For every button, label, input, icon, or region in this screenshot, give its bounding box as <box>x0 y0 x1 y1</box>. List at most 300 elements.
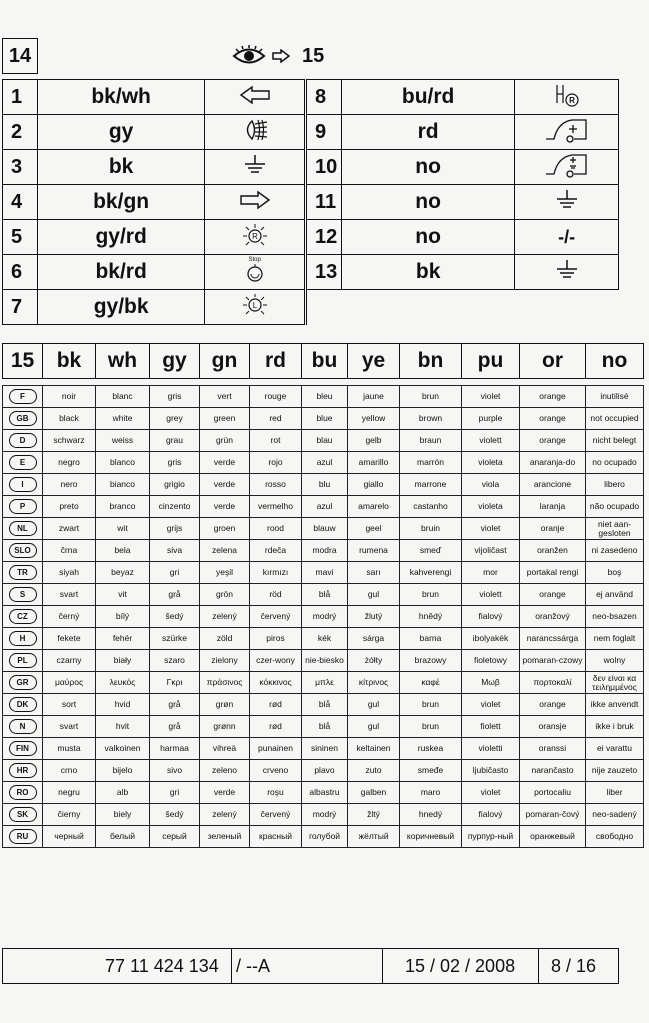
wire-color: no <box>341 185 514 220</box>
color-header: bk <box>43 344 96 379</box>
color-translation-cell: verde <box>200 496 250 518</box>
color-translation-cell: geel <box>348 518 400 540</box>
color-translation-cell: não ocupado <box>586 496 644 518</box>
color-translation-cell: ni zasedeno <box>586 540 644 562</box>
color-translation-cell: зеленый <box>200 826 250 848</box>
color-translation-cell: modrý <box>302 606 348 628</box>
color-translation-cell: czer-wony <box>250 650 302 672</box>
color-translation-cell: brown <box>400 408 462 430</box>
color-translation-cell: gri <box>150 782 200 804</box>
color-translation-cell: fekete <box>43 628 96 650</box>
color-translation-cell: grijs <box>150 518 200 540</box>
color-translation-cell: hvid <box>96 694 150 716</box>
color-translation-cell: brun <box>400 386 462 408</box>
wire-row <box>3 290 305 325</box>
table-row <box>3 716 644 738</box>
color-translation-cell: cinzento <box>150 496 200 518</box>
color-translation-cell: brazowy <box>400 650 462 672</box>
color-translation-cell: wolny <box>586 650 644 672</box>
color-translation-cell: šedý <box>150 804 200 826</box>
color-translation-cell: smeđe <box>400 760 462 782</box>
document-footer <box>2 948 619 984</box>
wire-number: 1 <box>3 80 38 115</box>
table-row <box>3 584 644 606</box>
color-translation-cell: narančasto <box>520 760 586 782</box>
not-used-mark: -/- <box>515 220 619 255</box>
color-translation-cell: grå <box>150 694 200 716</box>
table-row <box>3 562 644 584</box>
color-translation-cell: negru <box>43 782 96 804</box>
color-translation-cell: mavi <box>302 562 348 584</box>
color-translation-cell: sort <box>43 694 96 716</box>
color-translation-cell: grün <box>200 430 250 452</box>
color-translation-cell: plavo <box>302 760 348 782</box>
color-translation-cell: neo-sadený <box>586 804 644 826</box>
color-translation-cell: zelena <box>200 540 250 562</box>
color-translation-cell: nero <box>43 474 96 496</box>
color-translation-cell: fehér <box>96 628 150 650</box>
wire-number: 9 <box>307 115 342 150</box>
turn-left-arrow-icon <box>239 85 271 105</box>
color-translation-cell: svart <box>43 584 96 606</box>
color-translation-cell: violet <box>462 694 520 716</box>
color-translation-cell: portakal rengi <box>520 562 586 584</box>
color-translation-cell: vit <box>96 584 150 606</box>
color-header: gn <box>200 344 250 379</box>
color-translation-cell: rouge <box>250 386 302 408</box>
wire-color: bu/rd <box>341 80 514 115</box>
color-translation-cell: fioletowy <box>462 650 520 672</box>
color-translation-cell: boş <box>586 562 644 584</box>
wire-row-empty <box>307 290 619 325</box>
light-l-icon <box>240 293 270 317</box>
color-translation-cell: hvit <box>96 716 150 738</box>
color-translation-cell: schwarz <box>43 430 96 452</box>
color-translation-cell: голубой <box>302 826 348 848</box>
color-translation-cell: keltainen <box>348 738 400 760</box>
color-translation-cell: orange <box>520 584 586 606</box>
color-translation-cell: nie-biesko <box>302 650 348 672</box>
color-translation-cell: hnědý <box>400 606 462 628</box>
color-translation-table <box>2 343 644 848</box>
wire-number: 4 <box>3 185 38 220</box>
wire-number: 8 <box>307 80 342 115</box>
wire-color: bk <box>341 255 514 290</box>
wire-color: bk/gn <box>37 185 204 220</box>
color-translation-cell: črna <box>43 540 96 562</box>
ground-icon <box>243 154 267 176</box>
color-translation-cell: roşu <box>250 782 302 804</box>
color-translation-cell: oranžový <box>520 606 586 628</box>
color-translation-cell: kırmızı <box>250 562 302 584</box>
part-number: 77 11 424 134 <box>105 956 219 976</box>
color-translation-cell: δεν είναι κα τειλημμένος <box>586 672 644 694</box>
color-translation-cell: λευκός <box>96 672 150 694</box>
country-code-badge: RO <box>9 785 37 800</box>
color-translation-cell: siva <box>150 540 200 562</box>
color-translation-cell: ei varattu <box>586 738 644 760</box>
color-translation-cell: vijoličast <box>462 540 520 562</box>
color-translation-cell: červený <box>250 804 302 826</box>
color-header: bn <box>400 344 462 379</box>
color-translation-cell: brun <box>400 584 462 606</box>
wire-number: 6 <box>3 255 38 290</box>
country-code-badge: H <box>9 631 37 646</box>
color-translation-cell: μπλε <box>302 672 348 694</box>
color-translation-cell: gris <box>150 452 200 474</box>
color-translation-cell: gri <box>150 562 200 584</box>
wire-number: 5 <box>3 220 38 255</box>
color-translation-cell: orange <box>520 408 586 430</box>
wire-number: 2 <box>3 115 38 150</box>
color-translation-cell: оранжевый <box>520 826 586 848</box>
color-translation-cell: niet aan-gesloten <box>586 518 644 540</box>
color-header-row <box>3 344 644 379</box>
color-translation-cell: arancione <box>520 474 586 496</box>
color-translation-cell: rojo <box>250 452 302 474</box>
color-translation-cell: sivo <box>150 760 200 782</box>
country-code-badge: D <box>9 433 37 448</box>
color-translation-cell: hnedý <box>400 804 462 826</box>
color-translation-cell: šedý <box>150 606 200 628</box>
color-translation-cell: liber <box>586 782 644 804</box>
color-translation-cell: verde <box>200 782 250 804</box>
country-code-badge: GB <box>9 411 37 426</box>
wire-color: rd <box>341 115 514 150</box>
color-translation-cell: blue <box>302 408 348 430</box>
header-reference <box>232 38 324 74</box>
color-translation-cell: green <box>200 408 250 430</box>
color-translation-cell: azul <box>302 452 348 474</box>
color-translation-cell: violet <box>462 386 520 408</box>
wire-color: gy <box>37 115 204 150</box>
color-translation-cell: jaune <box>348 386 400 408</box>
color-translation-cell: ruskea <box>400 738 462 760</box>
table-row <box>3 452 644 474</box>
color-translation-cell: siyah <box>43 562 96 584</box>
color-translation-cell: wit <box>96 518 150 540</box>
table-row <box>3 408 644 430</box>
color-translation-cell: bílý <box>96 606 150 628</box>
table-row <box>3 430 644 452</box>
country-code-badge: N <box>9 719 37 734</box>
color-translation-cell: crno <box>43 760 96 782</box>
color-translation-cell: violeta <box>462 452 520 474</box>
color-translation-cell: verde <box>200 452 250 474</box>
color-translation-cell: verde <box>200 474 250 496</box>
color-translation-cell: Μωβ <box>462 672 520 694</box>
color-translation-cell: rdeča <box>250 540 302 562</box>
color-translation-cell: rød <box>250 716 302 738</box>
color-translation-cell: μαύρος <box>43 672 96 694</box>
color-translation-cell: zuto <box>348 760 400 782</box>
table-row <box>3 804 644 826</box>
country-code-badge: P <box>9 499 37 514</box>
color-translation-cell: bleu <box>302 386 348 408</box>
color-translation-cell: yellow <box>348 408 400 430</box>
wire-row <box>307 115 619 150</box>
color-translation-cell: sininen <box>302 738 348 760</box>
wire-row <box>307 150 619 185</box>
country-code-badge: TR <box>9 565 37 580</box>
color-translation-cell: kahverengi <box>400 562 462 584</box>
color-translation-cell: weiss <box>96 430 150 452</box>
color-translation-cell: violett <box>462 430 520 452</box>
wire-row <box>307 185 619 220</box>
wire-number: 11 <box>307 185 342 220</box>
color-translation-cell: белый <box>96 826 150 848</box>
color-translation-cell: ikke i bruk <box>586 716 644 738</box>
color-translation-cell: neo-bsazen <box>586 606 644 628</box>
wire-color: bk/wh <box>37 80 204 115</box>
color-translation-cell: grau <box>150 430 200 452</box>
color-translation-cell: galben <box>348 782 400 804</box>
color-translation-cell: κόκκινος <box>250 672 302 694</box>
color-translation-cell: orange <box>520 386 586 408</box>
color-translation-cell: yeşil <box>200 562 250 584</box>
color-translation-cell: narancssárga <box>520 628 586 650</box>
wire-color: bk <box>37 150 204 185</box>
table-row <box>3 386 644 408</box>
section-number: 15 <box>3 344 43 379</box>
svg-text:R: R <box>568 95 575 105</box>
color-translation-cell: oransje <box>520 716 586 738</box>
country-code-badge: PL <box>9 653 37 668</box>
color-translation-cell: nem foglalt <box>586 628 644 650</box>
color-translation-cell: čierny <box>43 804 96 826</box>
color-translation-cell: gul <box>348 716 400 738</box>
color-translation-cell: bela <box>96 540 150 562</box>
wire-color: no <box>341 220 514 255</box>
color-translation-cell: żółty <box>348 650 400 672</box>
wire-number: 3 <box>3 150 38 185</box>
table-row <box>3 474 644 496</box>
color-header: ye <box>348 344 400 379</box>
color-translation-cell: giallo <box>348 474 400 496</box>
color-translation-cell: gris <box>150 386 200 408</box>
color-translation-cell: libero <box>586 474 644 496</box>
color-translation-cell: žltý <box>348 804 400 826</box>
country-code-badge: F <box>9 389 37 404</box>
color-translation-cell: красный <box>250 826 302 848</box>
color-translation-cell: blanc <box>96 386 150 408</box>
revision: / --A <box>236 956 270 976</box>
country-code-badge: NL <box>9 521 37 536</box>
color-header: no <box>586 344 644 379</box>
color-translation-cell: barna <box>400 628 462 650</box>
color-translation-cell: oranssi <box>520 738 586 760</box>
color-translation-cell: alb <box>96 782 150 804</box>
color-translation-cell: svart <box>43 716 96 738</box>
country-code-badge: S <box>9 587 37 602</box>
color-translation-cell: grey <box>150 408 200 430</box>
color-translation-cell: grigio <box>150 474 200 496</box>
color-translation-cell: grønn <box>200 716 250 738</box>
color-translation-cell: biely <box>96 804 150 826</box>
color-translation-cell: braun <box>400 430 462 452</box>
color-translation-cell: пурпур-ный <box>462 826 520 848</box>
color-translation-cell: blanco <box>96 452 150 474</box>
wire-row <box>307 220 619 255</box>
color-translation-cell: biały <box>96 650 150 672</box>
color-translation-cell: modrý <box>302 804 348 826</box>
color-translation-cell: žlutý <box>348 606 400 628</box>
color-translation-cell: branco <box>96 496 150 518</box>
color-translation-cell: viola <box>462 474 520 496</box>
color-header: rd <box>250 344 302 379</box>
arrow-right-icon <box>272 49 290 63</box>
color-translation-cell: crveno <box>250 760 302 782</box>
color-translation-cell: orange <box>520 694 586 716</box>
color-translation-cell: marrone <box>400 474 462 496</box>
color-translation-cell: valkoinen <box>96 738 150 760</box>
color-translation-cell: violet <box>462 518 520 540</box>
color-header: pu <box>462 344 520 379</box>
color-translation-cell: grå <box>150 584 200 606</box>
color-translation-cell: коричневый <box>400 826 462 848</box>
svg-text:R: R <box>251 231 258 241</box>
color-translation-cell: violet <box>462 782 520 804</box>
stop-light-icon <box>244 263 266 283</box>
color-translation-cell: amarillo <box>348 452 400 474</box>
country-code-badge: DK <box>9 697 37 712</box>
color-translation-cell: orange <box>520 430 586 452</box>
color-translation-cell: жёлтый <box>348 826 400 848</box>
color-translation-cell: smeď <box>400 540 462 562</box>
table-row <box>3 738 644 760</box>
color-translation-cell: piros <box>250 628 302 650</box>
color-translation-cell: amarelo <box>348 496 400 518</box>
color-translation-cell: rood <box>250 518 302 540</box>
color-translation-cell: no ocupado <box>586 452 644 474</box>
color-translation-cell: свободно <box>586 826 644 848</box>
color-translation-cell: bianco <box>96 474 150 496</box>
wire-row <box>3 185 305 220</box>
color-translation-cell: harmaa <box>150 738 200 760</box>
wire-color: gy/rd <box>37 220 204 255</box>
table-row <box>3 826 644 848</box>
wire-row <box>3 220 305 255</box>
color-translation-cell: szürke <box>150 628 200 650</box>
table-row <box>3 518 644 540</box>
color-translation-cell: bruin <box>400 518 462 540</box>
color-translation-cell: rot <box>250 430 302 452</box>
color-translation-cell: mor <box>462 562 520 584</box>
wire-color: bk/rd <box>37 255 204 290</box>
wire-number: 10 <box>307 150 342 185</box>
table-row <box>3 606 644 628</box>
wire-row <box>3 150 305 185</box>
turn-right-arrow-icon <box>239 190 271 210</box>
color-translation-cell: brun <box>400 716 462 738</box>
color-translation-cell: preto <box>43 496 96 518</box>
color-translation-cell: noir <box>43 386 96 408</box>
color-translation-cell: szaro <box>150 650 200 672</box>
table-row <box>3 540 644 562</box>
color-translation-cell: oranžen <box>520 540 586 562</box>
color-translation-cell: fiolett <box>462 716 520 738</box>
color-translation-cell: maro <box>400 782 462 804</box>
table-row <box>3 760 644 782</box>
color-translation-cell: ej använd <box>586 584 644 606</box>
color-translation-cell: modra <box>302 540 348 562</box>
country-code-badge: SLO <box>9 543 37 558</box>
color-translation-cell: gul <box>348 584 400 606</box>
ground-icon <box>555 259 579 281</box>
color-translation-cell: Γκρι <box>150 672 200 694</box>
color-translation-cell: blå <box>302 694 348 716</box>
color-translation-cell: grå <box>150 716 200 738</box>
color-translation-cell: blau <box>302 430 348 452</box>
table-row <box>3 628 644 650</box>
color-translation-cell: nije zauzeto <box>586 760 644 782</box>
color-translation-cell: zelený <box>200 804 250 826</box>
wire-color: no <box>341 150 514 185</box>
color-translation-cell: πράσινος <box>200 672 250 694</box>
color-translation-cell: fialový <box>462 606 520 628</box>
color-translation-cell: albastru <box>302 782 348 804</box>
color-header: bu <box>302 344 348 379</box>
rear-light-r-icon <box>240 223 270 247</box>
color-translation-cell: beyaz <box>96 562 150 584</box>
fog-lamp-icon <box>240 119 270 141</box>
color-translation-cell: musta <box>43 738 96 760</box>
color-translation-cell: zelený <box>200 606 250 628</box>
color-translation-cell: punainen <box>250 738 302 760</box>
country-code-badge: CZ <box>9 609 37 624</box>
color-translation-cell: blauw <box>302 518 348 540</box>
color-translation-cell: blu <box>302 474 348 496</box>
country-code-badge: GR <box>9 675 37 690</box>
country-code-badge: FIN <box>9 741 37 756</box>
color-translation-cell: rumena <box>348 540 400 562</box>
color-translation-cell: azul <box>302 496 348 518</box>
document-date: 15 / 02 / 2008 <box>405 956 516 976</box>
color-translation-cell: vihreä <box>200 738 250 760</box>
color-translation-cell: серый <box>150 826 200 848</box>
color-translation-cell: ljubičasto <box>462 760 520 782</box>
country-code-badge: RU <box>9 829 37 844</box>
svg-text:L: L <box>252 300 257 310</box>
wire-number: 7 <box>3 290 38 325</box>
wire-row <box>307 255 619 290</box>
color-translation-cell: grøn <box>200 694 250 716</box>
color-translation-cell: zielony <box>200 650 250 672</box>
color-translation-cell: sárga <box>348 628 400 650</box>
color-translation-cell: черный <box>43 826 96 848</box>
country-code-badge: I <box>9 477 37 492</box>
color-translation-cell: röd <box>250 584 302 606</box>
table-row <box>3 672 644 694</box>
color-translation-cell: vert <box>200 386 250 408</box>
caravan-plus-icon <box>544 117 590 143</box>
caravan-plus-ground-icon <box>544 152 590 178</box>
color-translation-cell: castanho <box>400 496 462 518</box>
color-header: gy <box>150 344 200 379</box>
wire-color: gy/bk <box>37 290 204 325</box>
color-translation-cell: καφέ <box>400 672 462 694</box>
color-translation-cell: zöld <box>200 628 250 650</box>
color-translation-cell: laranja <box>520 496 586 518</box>
color-translation-cell: purple <box>462 408 520 430</box>
color-translation-cell: inutilisé <box>586 386 644 408</box>
color-translation-cell: pomaran-czowy <box>520 650 586 672</box>
section-number: 14 <box>2 38 38 74</box>
color-translation-cell: nicht belegt <box>586 430 644 452</box>
color-translation-cell: gul <box>348 694 400 716</box>
country-code-badge: E <box>9 455 37 470</box>
color-translation-cell: fialový <box>462 804 520 826</box>
